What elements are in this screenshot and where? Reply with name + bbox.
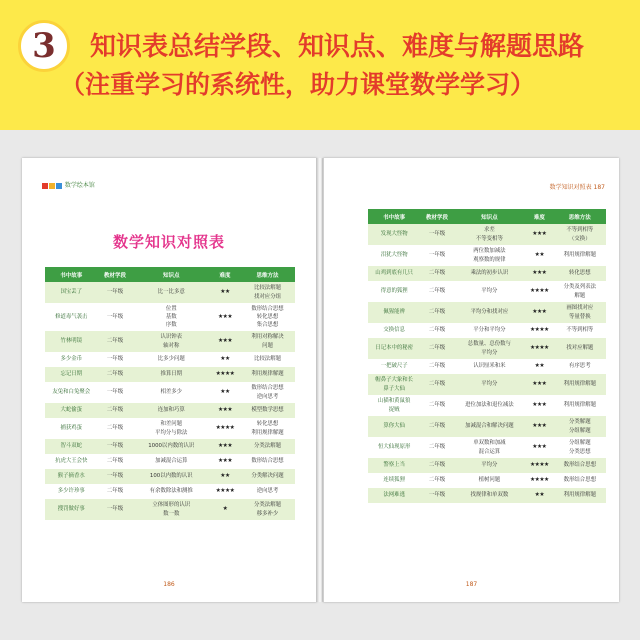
story-cell: 佩猩能辨	[368, 302, 420, 323]
knowledge-point-cell: 比一比多意	[133, 282, 211, 303]
story-cell: 发现大怪物	[368, 224, 420, 245]
grade-cell: 二年级	[420, 458, 453, 473]
story-cell: 智斗双蛇	[45, 439, 98, 454]
story-cell: 修道毒气袭击	[45, 303, 98, 331]
method-cell: 模型数学思想	[240, 403, 295, 418]
difficulty-stars: ★★	[210, 282, 240, 303]
table-row	[45, 303, 295, 331]
method-cell: 数形结合思想 转化思想 集合思想	[240, 303, 295, 331]
story-cell: 恒大仙现原形	[368, 437, 420, 458]
knowledge-point-cell: 求差 不等变相等	[454, 224, 525, 245]
col-header-grade: 教材学段	[98, 267, 133, 282]
table-row	[368, 416, 606, 437]
difficulty-stars: ★★★	[525, 416, 554, 437]
table-row	[45, 382, 295, 403]
table-row	[45, 439, 295, 454]
page-number: 186	[163, 581, 175, 588]
table-row	[368, 374, 606, 395]
grade-cell: 二年级	[420, 473, 453, 488]
story-cell: 算你大仙	[368, 416, 420, 437]
knowledge-point-cell: 相差多少	[133, 382, 211, 403]
difficulty-stars: ★★★★	[525, 458, 554, 473]
grade-cell: 一年级	[98, 352, 133, 367]
difficulty-stars: ★★	[525, 245, 554, 266]
difficulty-stars: ★★	[210, 469, 240, 484]
table-row	[45, 403, 295, 418]
story-cell: 搜罚做好事	[45, 499, 98, 520]
difficulty-stars: ★★★★	[210, 367, 240, 382]
left-page	[22, 158, 317, 602]
table-row	[45, 367, 295, 382]
method-cell: 找对应解题	[554, 338, 606, 359]
difficulty-stars: ★★	[210, 352, 240, 367]
difficulty-stars: ★★★★	[525, 338, 554, 359]
story-cell: 国宝丢了	[45, 282, 98, 303]
grade-cell: 一年级	[98, 439, 133, 454]
story-cell: 大蛇偷蛋	[45, 403, 98, 418]
method-cell: 数形结合思想	[240, 454, 295, 469]
knowledge-point-cell: 1000以内数的认识	[133, 439, 211, 454]
method-cell: 分类及列表法 解题	[554, 281, 606, 302]
story-cell: 连续狐狸	[368, 473, 420, 488]
method-cell: 数形结合思想	[554, 473, 606, 488]
method-cell: 转化思想 利用规律解题	[240, 418, 295, 439]
story-cell: 法网难逃	[368, 488, 420, 503]
knowledge-point-cell: 位置 基数 序数	[133, 303, 211, 331]
difficulty-stars: ★★★	[525, 395, 554, 416]
difficulty-stars: ★★	[525, 359, 554, 374]
table-row	[368, 338, 606, 359]
brand-logo-icon	[42, 183, 48, 189]
knowledge-point-cell: 连加和巧算	[133, 403, 211, 418]
method-cell: 利用规律解题	[554, 395, 606, 416]
knowledge-point-cell: 总数量、总份数与 平均分	[454, 338, 525, 359]
method-cell: 画图找对应 等量替换	[554, 302, 606, 323]
story-cell: 捕获鸡蛋	[45, 418, 98, 439]
knowledge-point-cell: 和差问题 平均分与除法	[133, 418, 211, 439]
grade-cell: 二年级	[420, 266, 453, 281]
brand-logo	[42, 180, 95, 189]
difficulty-stars: ★★★	[210, 403, 240, 418]
knowledge-point-cell: 加减混合运算	[133, 454, 211, 469]
difficulty-stars: ★★★★	[210, 418, 240, 439]
table-row	[45, 418, 295, 439]
col-header-level: 难度	[210, 267, 240, 282]
grade-cell: 一年级	[420, 245, 453, 266]
grade-cell: 二年级	[420, 395, 453, 416]
difficulty-stars: ★★★	[525, 374, 554, 395]
running-head: 数学知识对照表 187	[549, 184, 605, 191]
difficulty-stars: ★★★	[525, 224, 554, 245]
method-cell: 分类解题 分组解题	[554, 416, 606, 437]
method-cell: 分类解决问题	[240, 469, 295, 484]
grade-cell: 二年级	[420, 437, 453, 458]
knowledge-table-left	[45, 267, 295, 520]
difficulty-stars: ★★★★	[525, 323, 554, 338]
col-header-level: 难度	[525, 209, 554, 224]
method-cell: 利用规律解题	[554, 488, 606, 503]
grade-cell: 二年级	[98, 454, 133, 469]
table-row	[368, 281, 606, 302]
grade-cell: 二年级	[98, 484, 133, 499]
grade-cell: 二年级	[420, 281, 453, 302]
grade-cell: 二年级	[420, 374, 453, 395]
page-title: 数学知识对照表	[112, 233, 225, 251]
banner-subline: （注重学习的系统性，助力课堂数学学习）	[60, 70, 536, 99]
knowledge-point-cell: 进位加法和退位减法	[454, 395, 525, 416]
story-cell: 忘记日期	[45, 367, 98, 382]
col-header-method: 思维方法	[240, 267, 295, 282]
table-row	[368, 266, 606, 281]
knowledge-point-cell: 平均分和找对应	[454, 302, 525, 323]
grade-cell: 一年级	[98, 282, 133, 303]
grade-cell: 一年级	[420, 488, 453, 503]
brand-logo-icon	[56, 183, 62, 189]
brand-name: 数学绘本馆	[64, 182, 95, 189]
knowledge-point-cell: 乘法的初步认识	[454, 266, 525, 281]
knowledge-point-cell: 两位数加减法 观察数的规律	[454, 245, 525, 266]
method-cell: 逆向思考	[240, 484, 295, 499]
difficulty-stars: ★★★	[210, 303, 240, 331]
method-cell: 利用规律解题	[240, 367, 295, 382]
method-cell: 转化思想	[554, 266, 606, 281]
table-row	[368, 323, 606, 338]
story-cell: 警察上当	[368, 458, 420, 473]
method-cell: 不等到相等 （交换）	[554, 224, 606, 245]
story-cell: 多少金币	[45, 352, 98, 367]
difficulty-stars: ★★★	[210, 454, 240, 469]
method-cell: 有序思考	[554, 359, 606, 374]
knowledge-point-cell: 平均分	[454, 281, 525, 302]
table-row	[368, 395, 606, 416]
story-cell: 得意的狐狸	[368, 281, 420, 302]
story-cell: 竹林明镜	[45, 331, 98, 352]
method-cell: 利用对称解决 问题	[240, 331, 295, 352]
grade-cell: 二年级	[420, 338, 453, 359]
story-cell: 交换信息	[368, 323, 420, 338]
col-header-point: 知识点	[133, 267, 211, 282]
col-header-grade: 教材学段	[420, 209, 453, 224]
grade-cell: 一年级	[98, 382, 133, 403]
story-cell: 帽鼻子大象和长 鼻子大仙	[368, 374, 420, 395]
knowledge-point-cell: 平分和平均分	[454, 323, 525, 338]
grade-cell: 二年级	[98, 367, 133, 382]
banner-headline: 知识表总结学段、知识点、难度与解题思路	[90, 32, 585, 62]
difficulty-stars: ★★	[525, 488, 554, 503]
story-cell: 山猫和黄鼠狼 捉贼	[368, 395, 420, 416]
story-cell: 抗虎大王会快	[45, 454, 98, 469]
knowledge-point-cell: 立体图形的认识 数一数	[133, 499, 211, 520]
difficulty-stars: ★★★★	[210, 484, 240, 499]
table-row	[368, 359, 606, 374]
knowledge-point-cell: 推算日期	[133, 367, 211, 382]
knowledge-table-right	[368, 209, 606, 503]
difficulty-stars: ★★	[210, 382, 240, 403]
method-cell: 利用规律解题	[554, 374, 606, 395]
grade-cell: 二年级	[420, 302, 453, 323]
table-row	[45, 331, 295, 352]
grade-cell: 一年级	[98, 469, 133, 484]
difficulty-stars: ★	[210, 499, 240, 520]
story-cell: 一把破尺子	[368, 359, 420, 374]
grade-cell: 二年级	[98, 403, 133, 418]
page-number: 187	[465, 581, 478, 588]
table-row	[45, 469, 295, 484]
grade-cell: 二年级	[98, 418, 133, 439]
col-header-story: 书中故事	[45, 267, 98, 282]
knowledge-point-cell: 认识厘米和米	[454, 359, 525, 374]
table-row	[368, 458, 606, 473]
table-row	[368, 488, 606, 503]
table-row	[45, 282, 295, 303]
table-row	[45, 454, 295, 469]
story-cell: 日记本中的秘密	[368, 338, 420, 359]
grade-cell: 一年级	[420, 224, 453, 245]
grade-cell: 二年级	[420, 416, 453, 437]
story-cell: 多少许珍事	[45, 484, 98, 499]
method-cell: 数形结合思想	[554, 458, 606, 473]
grade-cell: 二年级	[420, 359, 453, 374]
knowledge-point-cell: 认识钟表 轴对称	[133, 331, 211, 352]
table-row	[368, 245, 606, 266]
table-row	[368, 473, 606, 488]
grade-cell: 二年级	[420, 323, 453, 338]
knowledge-point-cell: 加减混合和解决问题	[454, 416, 525, 437]
knowledge-point-cell: 平均分	[454, 458, 525, 473]
difficulty-stars: ★★★	[210, 439, 240, 454]
method-cell: 分类法解题	[240, 439, 295, 454]
knowledge-point-cell: 比多少问题	[133, 352, 211, 367]
col-header-point: 知识点	[454, 209, 525, 224]
table-row	[368, 224, 606, 245]
brand-logo-icon	[49, 183, 55, 189]
knowledge-point-cell: 单双数和加减 混合运算	[454, 437, 525, 458]
knowledge-point-cell: 找规律和单双数	[454, 488, 525, 503]
table-row	[368, 302, 606, 323]
difficulty-stars: ★★★★	[525, 281, 554, 302]
method-cell: 比较法解题 找对应分组	[240, 282, 295, 303]
table-row	[45, 352, 295, 367]
knowledge-point-cell: 有余数除法和测推	[133, 484, 211, 499]
grade-cell: 一年级	[98, 499, 133, 520]
story-cell: 友兔和白兔聚会	[45, 382, 98, 403]
table-row	[45, 499, 295, 520]
col-header-method: 思维方法	[554, 209, 606, 224]
method-cell: 不等到相等	[554, 323, 606, 338]
story-cell: 猴子摘香水	[45, 469, 98, 484]
story-cell: 泪犹大怪物	[368, 245, 420, 266]
table-row	[45, 484, 295, 499]
knowledge-point-cell: 植树问题	[454, 473, 525, 488]
grade-cell: 一年级	[98, 303, 133, 331]
difficulty-stars: ★★★★	[525, 473, 554, 488]
step-number-badge: 3	[18, 20, 70, 72]
table-row	[368, 437, 606, 458]
knowledge-point-cell: 100以内数的认识	[133, 469, 211, 484]
difficulty-stars: ★★★	[210, 331, 240, 352]
difficulty-stars: ★★★	[525, 266, 554, 281]
difficulty-stars: ★★★	[525, 302, 554, 323]
right-page	[323, 158, 619, 602]
method-cell: 数形结合思想 逆向思考	[240, 382, 295, 403]
col-header-story: 书中故事	[368, 209, 420, 224]
promo-banner	[0, 0, 640, 130]
knowledge-point-cell: 平均分	[454, 374, 525, 395]
story-cell: 山鸡到底有几只	[368, 266, 420, 281]
grade-cell: 二年级	[98, 331, 133, 352]
difficulty-stars: ★★★	[525, 437, 554, 458]
method-cell: 比较法解题	[240, 352, 295, 367]
method-cell: 利用规律解题	[554, 245, 606, 266]
method-cell: 分组解题 分类思想	[554, 437, 606, 458]
method-cell: 分类法解题 移多补少	[240, 499, 295, 520]
